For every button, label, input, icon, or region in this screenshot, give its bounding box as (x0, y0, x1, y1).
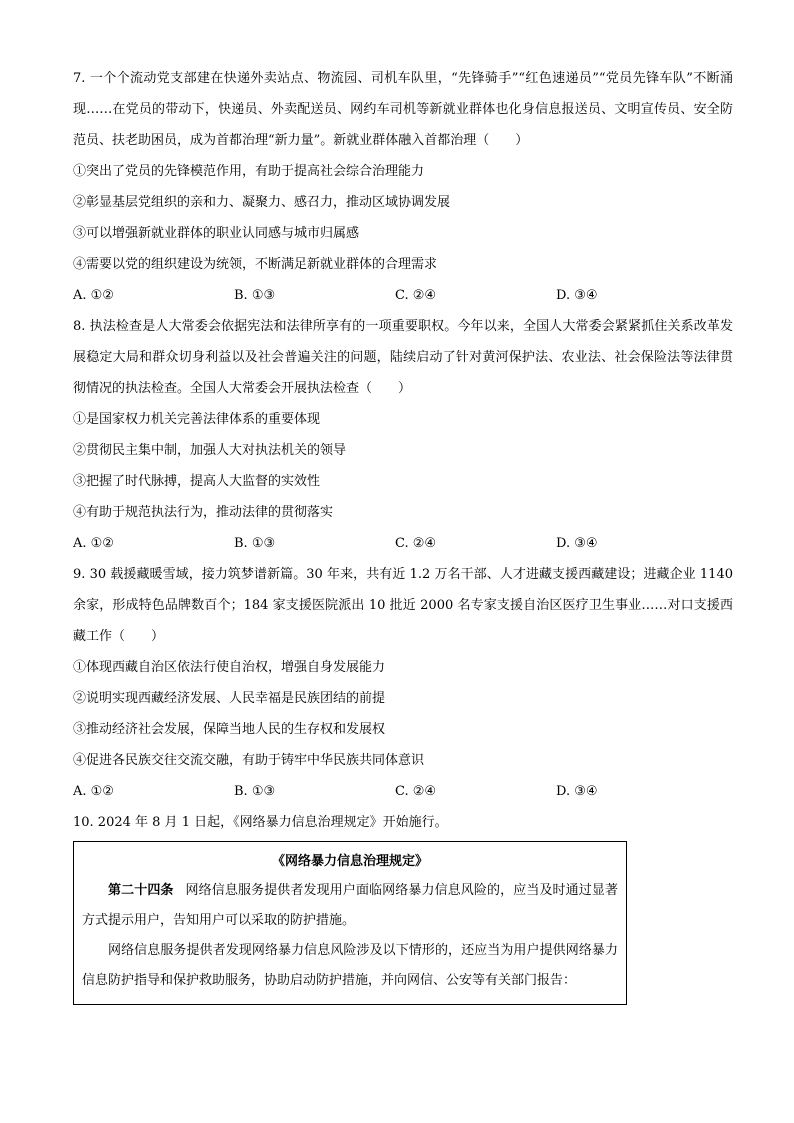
statement-item: ①是国家权力机关完善法律体系的重要体现 (73, 412, 321, 427)
answer-choices (73, 280, 733, 311)
choice-a: A. ①② (73, 784, 114, 799)
answer-choices (73, 776, 733, 807)
statement-item: ②贯彻民主集中制，加强人大对执法机关的领导 (73, 443, 347, 458)
statement-item: ②彰显基层党组织的亲和力、凝聚力、感召力，推动区域协调发展 (73, 195, 451, 210)
statement-item: ②说明实现西藏经济发展、人民幸福是民族团结的前提 (73, 691, 386, 706)
choice-d: D. ③④ (556, 784, 598, 799)
question-stem: 10. 2024 年 8 月 1 日起，《网络暴力信息治理规定》开始施行。 (73, 815, 448, 830)
choice-a: A. ①② (73, 536, 114, 551)
statement-item: ①突出了党员的先锋模范作用，有助于提高社会综合治理能力 (73, 164, 425, 179)
choice-b: B. ①③ (234, 536, 276, 551)
question-stem: 9. 30 载援藏暖雪域，接力筑梦谱新篇。30 年来，共有近 1.2 万名干部、人才进藏支援西藏建设；进藏企业 1140 余家，形成特色品牌数百个；184 家支援医院派出 10 批近 2000 名专家支援自治区医疗卫生事业……对口支援西藏工作（ ） (73, 567, 733, 644)
question-stem: 8. 执法检查是人大常委会依据宪法和法律所享有的一项重要职权。今年以来，全国人大常委会紧紧抓住关系改革发展稳定大局和群众切身利益以及社会普遍关注的问题，陆续启动了针对黄河保护法、农业法、社会保险法等法律贯彻情况的执法检查。全国人大常委会开展执法检查（ ） (73, 319, 733, 396)
article-text: 网络信息服务提供者发现用户面临网络暴力信息风险的，应当及时通过显著方式提示用户，告知用户可以采取的防护措施。 (82, 883, 618, 928)
choice-b: B. ①③ (234, 784, 276, 799)
question-8 (73, 311, 733, 559)
question-7 (73, 63, 733, 311)
statement-item: ④有助于规范执法行为，推动法律的贯彻落实 (73, 505, 334, 520)
statement-item: ③推动经济社会发展，保障当地人民的生存权和发展权 (73, 722, 386, 737)
regulation-excerpt-box (73, 841, 627, 1005)
choice-c: C. ②④ (395, 784, 437, 799)
choice-a: A. ①② (73, 288, 114, 303)
statement-item: ①体现西藏自治区依法行使自治权，增强自身发展能力 (73, 660, 386, 675)
question-stem: 7. 一个个流动党支部建在快递外卖站点、物流园、司机车队里，“先锋骑手”“红色速递员”“党员先锋车队”不断涌现……在党员的带动下，快递员、外卖配送员、网约车司机等新就业群体也化身信息报送员、文明宣传员、安全防范员、扶老助困员，成为首都治理“新力量”。新就业群体融入首都治理（ ） (73, 71, 733, 148)
exam-page (73, 63, 733, 1005)
choice-b: B. ①③ (234, 288, 276, 303)
article-paragraph (82, 876, 618, 936)
choice-c: C. ②④ (395, 536, 437, 551)
answer-choices (73, 528, 733, 559)
article-label: 第二十四条 (108, 883, 174, 898)
statement-item: ④需要以党的组织建设为统领，不断满足新就业群体的合理需求 (73, 257, 438, 272)
question-9 (73, 559, 733, 807)
article-paragraph-2: 网络信息服务提供者发现网络暴力信息风险涉及以下情形的，还应当为用户提供网络暴力信息防护指导和保护救助服务，协助启动防护措施，并向网信、公安等有关部门报告： (82, 943, 618, 988)
choice-d: D. ③④ (556, 536, 598, 551)
question-10 (73, 807, 733, 1005)
statement-item: ④促进各民族交往交流交融，有助于铸牢中华民族共同体意识 (73, 753, 425, 768)
statement-item: ③可以增强新就业群体的职业认同感与城市归属感 (73, 226, 360, 241)
choice-d: D. ③④ (556, 288, 598, 303)
regulation-title: 《网络暴力信息治理规定》 (271, 854, 428, 869)
statement-item: ③把握了时代脉搏，提高人大监督的实效性 (73, 474, 321, 489)
choice-c: C. ②④ (395, 288, 437, 303)
